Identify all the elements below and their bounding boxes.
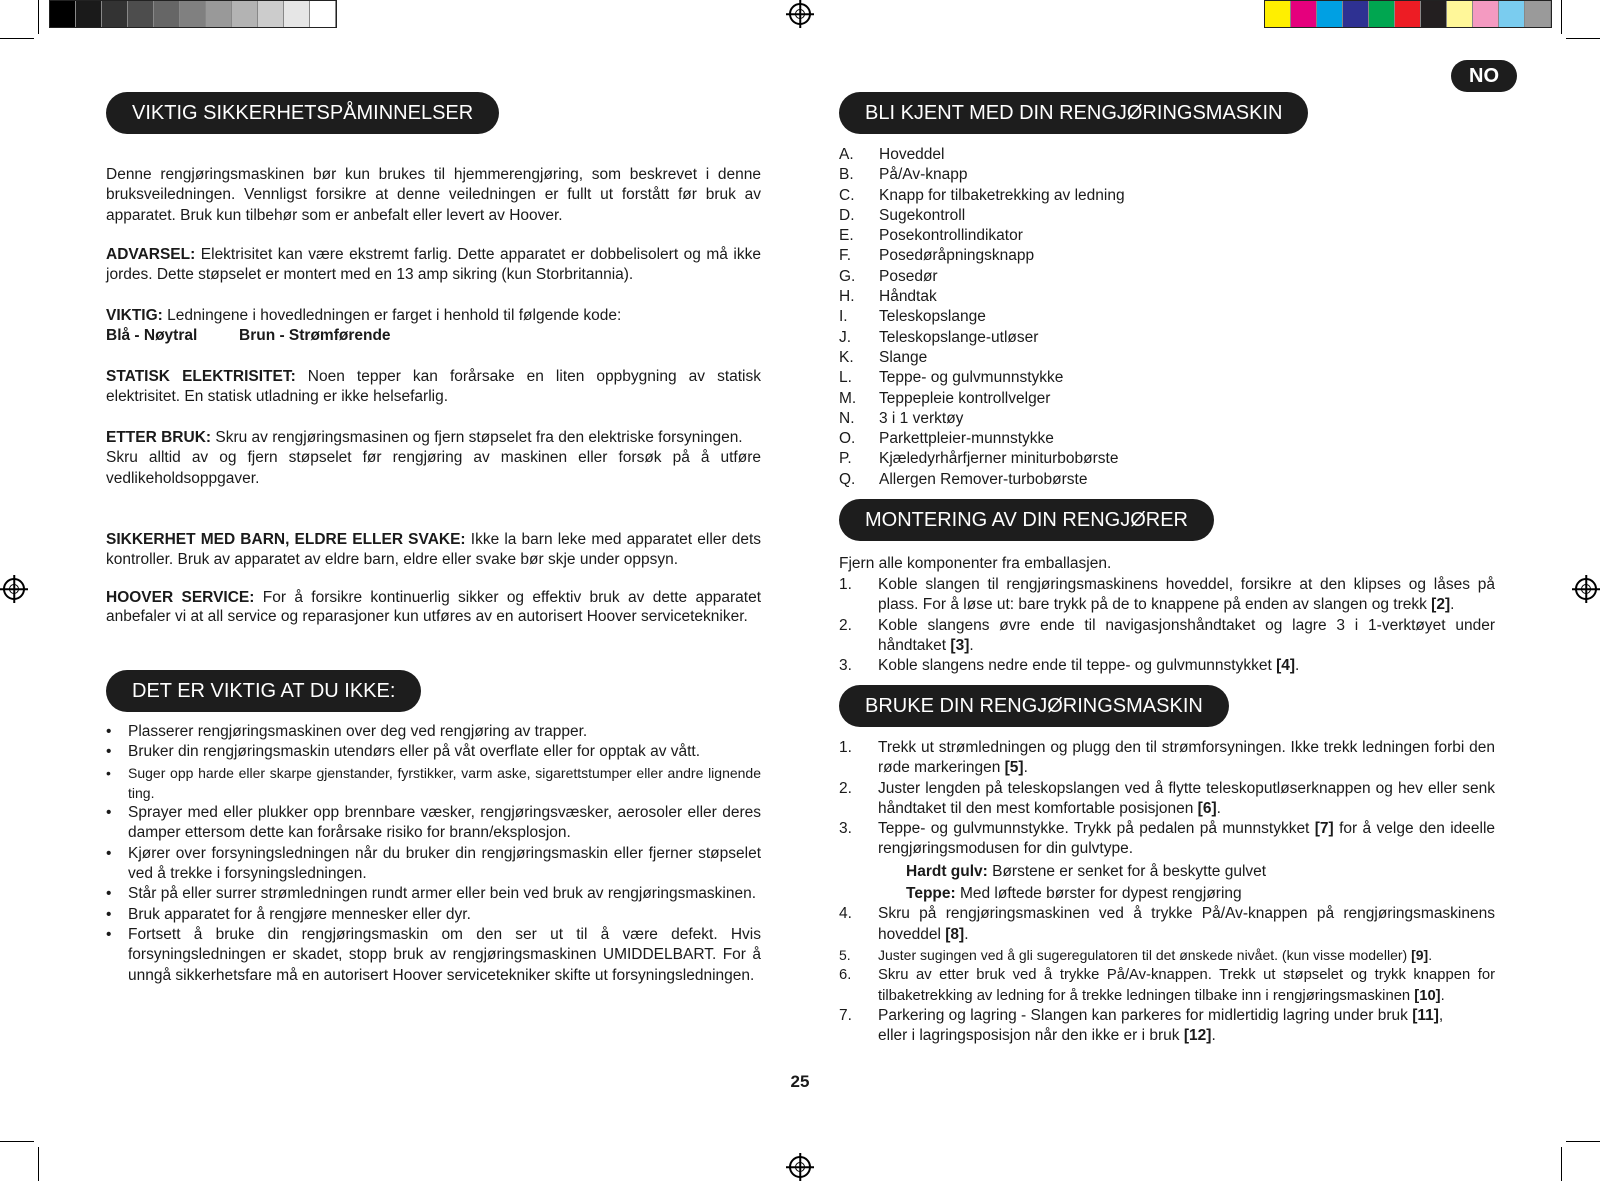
use-step (839, 1006, 1495, 1047)
after-use-text: Skru av rengjøringsmasinen og fjern støpselet fra den elektriske forsyningen. (211, 429, 743, 446)
part-name: Slange (879, 348, 928, 366)
part-letter: L. (839, 369, 852, 387)
after-use-paragraph (106, 428, 761, 489)
assembly-step (839, 656, 1495, 676)
step-number: 5. (839, 946, 851, 963)
hard-floor-mode (878, 862, 1495, 882)
color-swatch (128, 1, 154, 27)
service-label: HOOVER SERVICE: (106, 589, 255, 606)
warning-label: ADVARSEL: (106, 246, 196, 263)
step-text: Koble slangen til rengjøringsmaskinens hoveddel, forsikre at den klipses og låses på plass. For å løse ut: bare trykk på de to knappene på enden av slangen og trekk (878, 576, 1495, 614)
step-end: . (1211, 1027, 1216, 1045)
do-not-heading: DET ER VIKTIG AT DU IKKE: (106, 670, 421, 712)
step-number: 4. (839, 905, 852, 923)
hard-floor-label: Hardt gulv: (906, 862, 988, 880)
part-name: Posedøråpningsknapp (879, 247, 1035, 265)
parts-list (839, 145, 1439, 490)
part-item (839, 449, 1439, 469)
part-letter: D. (839, 206, 855, 224)
figure-ref: [8] (945, 925, 965, 943)
part-item (839, 389, 1439, 409)
step-end: . (1440, 987, 1445, 1004)
step-end: , (1438, 1006, 1444, 1024)
part-letter: F. (839, 247, 852, 265)
part-name: Knapp for tilbaketrekking av ledning (879, 186, 1125, 204)
color-swatch (1421, 1, 1447, 27)
part-letter: K. (839, 348, 854, 366)
step-text: Juster sugingen ved å gli sugeregulatoren til det ønskede nivået. (kun visse modeller) (878, 946, 1412, 963)
part-name: Posedør (879, 267, 938, 285)
important-label: VIKTIG: (106, 307, 163, 324)
color-swatch (1265, 1, 1291, 27)
part-letter: H. (839, 288, 855, 306)
step-text: Teppe- og gulvmunnstykke. Trykk på pedalen på munnstykket (878, 820, 1315, 838)
crop-mark (1561, 0, 1562, 34)
color-swatch (50, 1, 76, 27)
step-text: Skru på rengjøringsmaskinen ved å trykke På/Av-knappen på rengjøringsmaskinens hoveddel (878, 905, 1495, 943)
use-step (839, 738, 1495, 779)
list-item: • Bruker din rengjøringsmaskin utendørs eller på våt overflate eller for opptak av vått. (106, 742, 761, 762)
crop-mark (1566, 1141, 1600, 1142)
use-step (839, 904, 1495, 945)
assembly-heading: MONTERING AV DIN RENGJØRER (839, 499, 1214, 541)
step-end: for å velge den ideelle rengjøringsmodusen for din gulvtype. (878, 820, 1496, 858)
step-end: . (1216, 799, 1221, 817)
color-swatch (1473, 1, 1499, 27)
gray-color-bar (49, 0, 337, 28)
part-name: Teppepleie kontrollvelger (879, 389, 1051, 407)
color-swatch (1499, 1, 1525, 27)
color-swatch (284, 1, 310, 27)
step-number: 3. (839, 657, 852, 675)
step-number: 2. (839, 616, 852, 634)
crop-mark (38, 0, 39, 34)
assembly-step (839, 575, 1495, 616)
part-item (839, 246, 1439, 266)
warning-text: Elektrisitet kan være ekstremt farlig. Dette apparatet er dobbelisolert og må ikke jordes. Dette støpselet er montert med en 13 amp sikring (kun Storbritannia). (106, 246, 761, 284)
color-swatch (1395, 1, 1421, 27)
crop-mark (1561, 1147, 1562, 1181)
figure-ref: [5] (1004, 759, 1024, 777)
part-letter: G. (839, 267, 856, 285)
safety-heading: VIKTIG SIKKERHETSPÅMINNELSER (106, 92, 499, 134)
color-swatch (232, 1, 258, 27)
static-label: STATISK ELEKTRISITET: (106, 368, 296, 385)
color-swatch (76, 1, 102, 27)
color-swatch (310, 1, 336, 27)
part-name: Teppe- og gulvmunnstykke (879, 369, 1064, 387)
part-name: Hoveddel (879, 146, 945, 163)
part-name: Posekontrollindikator (879, 227, 1023, 245)
list-item: • Står på eller surrer strømledningen rundt armer eller bein ved bruk av rengjøringsmaskinen. (106, 884, 761, 904)
part-item (839, 348, 1439, 368)
figure-ref: [11] (1412, 1006, 1439, 1024)
step-number: 2. (839, 779, 852, 797)
part-item (839, 226, 1439, 246)
registration-mark-icon (1575, 578, 1597, 600)
part-name: Håndtak (879, 288, 937, 306)
step-number: 6. (839, 967, 852, 984)
step-text: Koble slangens nedre ende til teppe- og gulvmunnstykket (878, 657, 1277, 675)
step-number: 1. (839, 739, 852, 756)
language-badge: NO (1451, 60, 1517, 92)
figure-ref: [9] (1411, 946, 1429, 963)
part-letter: C. (839, 186, 855, 204)
part-letter: B. (839, 166, 854, 184)
list-item: • Sprayer med eller plukker opp brennbare væsker, rengjøringsvæsker, aerosoler eller deres damper ettersom dette kan forårsake risiko for brann/eksplosjon. (106, 803, 761, 844)
part-name: Allergen Remover-turbobørste (879, 470, 1088, 488)
wire-blue: Blå - Nøytral (106, 327, 198, 345)
part-letter: O. (839, 430, 856, 448)
important-text: Ledningene i hovedledningen er farget i henhold til følgende kode: (162, 307, 622, 324)
process-color-bar (1264, 0, 1552, 28)
step-end: . (964, 925, 969, 943)
step-text: Juster lengden på teleskopslangen ved å flytte teleskoputløserknappen og hev eller senk håndtaket til den mest komfortable posisjonen (878, 779, 1495, 817)
step-text-continued: eller i lagringsposisjon når den ikke er i bruk (878, 1027, 1184, 1045)
part-name: 3 i 1 verktøy (879, 409, 964, 427)
color-swatch (1291, 1, 1317, 27)
list-item: • Plasserer rengjøringsmaskinen over deg ved rengjøring av trapper. (106, 722, 761, 742)
service-paragraph (106, 589, 761, 626)
color-swatch (206, 1, 232, 27)
carpet-text: Med løftede børster for dypest rengjøring (955, 885, 1242, 903)
part-letter: M. (839, 389, 857, 407)
list-item: • Kjører over forsyningsledningen når du bruker din rengjøringsmaskin eller fjerner støpselet ved å trekke i forsyningsledningen. (106, 844, 761, 885)
page-number: 25 (790, 1072, 810, 1091)
part-item (839, 368, 1439, 388)
color-swatch (1525, 1, 1551, 27)
part-letter: E. (839, 227, 854, 245)
part-letter: A. (839, 146, 854, 163)
part-letter: N. (839, 409, 855, 427)
use-step (839, 945, 1495, 965)
intro-paragraph: Denne rengjøringsmaskinen bør kun brukes til hjemmerengjøring, som beskrevet i denne bruksveiledningen. Vennligst forsikre at denne veiledningen er fullt ut forstått før bruk av apparatet. Bruk kun tilbehør som er anbefalt eller levert av Hoover. (106, 166, 761, 224)
step-end: . (1295, 657, 1300, 675)
step-text: Skru av etter bruk ved å trykke På/Av-knappen. Trekk ut støpselet og trykk knappen for tilbaketrekking av ledning for å trekke ledningen tilbake inn i rengjøringsmaskinen (878, 967, 1495, 1004)
crop-mark (0, 38, 34, 39)
important-paragraph (106, 306, 761, 347)
children-paragraph (106, 530, 761, 571)
color-swatch (180, 1, 206, 27)
color-swatch (1447, 1, 1473, 27)
after-use-label: ETTER BRUK: (106, 429, 212, 446)
use-step (839, 965, 1495, 1006)
figure-ref: [3] (950, 636, 970, 654)
registration-mark-icon (3, 578, 25, 600)
step-end: . (969, 636, 974, 654)
crop-mark (0, 1141, 34, 1142)
part-name: Teleskopslange-utløser (879, 328, 1039, 346)
part-name: Parkettpleier-munnstykke (879, 430, 1054, 448)
color-swatch (1317, 1, 1343, 27)
figure-ref: [2] (1431, 596, 1451, 614)
step-text: Parkering og lagring - Slangen kan parkeres for midlertidig lagring under bruk (878, 1006, 1413, 1024)
step-text: Trekk ut strømledningen og plugg den til strømforsyningen. Ikke trekk ledningen forbi den røde markeringen (878, 739, 1495, 777)
static-text: Noen tepper kan forårsake en liten oppbygning av statisk elektrisitet. En statisk utladning er ikke helsefarlig. (106, 368, 761, 406)
use-heading: BRUKE DIN RENGJØRINGSMASKIN (839, 685, 1229, 727)
warning-paragraph (106, 245, 761, 286)
parts-heading: BLI KJENT MED DIN RENGJØRINGSMASKIN (839, 92, 1308, 134)
part-item (839, 267, 1439, 287)
part-letter: I. (839, 308, 848, 326)
list-item: • Suger opp harde eller skarpe gjenstander, fyrstikker, varm aske, sigarettstumper eller andre lignende ting. (106, 763, 761, 804)
list-item: • Bruk apparatet for å rengjøre mennesker eller dyr. (106, 905, 761, 925)
list-item: • Fortsett å bruke din rengjøringsmaskin om den ser ut til å være defekt. Hvis forsyningsledningen er skadet, stopp bruk av rengjøringsmaskinen UMIDDELBART. For å unngå sikkerhetsfare må en autorisert Hoover servicetekniker skifte ut forsyningsledningen. (106, 925, 761, 986)
part-item (839, 165, 1439, 185)
part-item (839, 328, 1439, 348)
part-item (839, 429, 1439, 449)
assembly-intro: Fjern alle komponenter fra emballasjen. (839, 555, 1112, 572)
part-item (839, 409, 1439, 429)
part-item (839, 307, 1439, 327)
step-end: . (1450, 596, 1455, 614)
step-text: Koble slangens øvre ende til navigasjonshåndtaket og lagre 3 i 1-verktøyet under håndtaket (878, 616, 1495, 654)
part-letter: J. (839, 328, 852, 346)
figure-ref: [7] (1314, 820, 1334, 838)
part-letter: Q. (839, 470, 856, 488)
assembly-step (839, 616, 1495, 657)
part-item (839, 145, 1439, 165)
carpet-label: Teppe: (906, 885, 956, 903)
part-item (839, 470, 1439, 490)
wire-brown: Brun - Strømførende (239, 327, 391, 345)
children-text: Ikke la barn leke med apparatet eller dets kontroller. Bruk av apparatet av eldre barn, eldre eller svake bør skje under oppsyn. (106, 531, 762, 569)
figure-ref: [12] (1183, 1027, 1212, 1045)
step-end: . (1023, 759, 1028, 777)
part-name: På/Av-knapp (879, 166, 968, 184)
use-step (839, 779, 1495, 820)
registration-mark-icon (789, 3, 811, 25)
registration-mark-icon (789, 1156, 811, 1178)
part-item (839, 287, 1439, 307)
assembly-steps (839, 575, 1495, 676)
crop-mark (1566, 38, 1600, 39)
use-steps (839, 738, 1495, 1046)
service-text: For å forsikre kontinuerlig sikker og effektiv bruk av dette apparatet anbefaler vi at all service og reparasjoner kun utføres av en autorisert Hoover servicetekniker. (106, 589, 761, 625)
color-swatch (1343, 1, 1369, 27)
step-end: . (1428, 946, 1433, 963)
part-item (839, 206, 1439, 226)
use-step (839, 819, 1495, 904)
part-name: Sugekontroll (879, 206, 966, 224)
children-label: SIKKERHET MED BARN, ELDRE ELLER SVAKE: (106, 531, 466, 548)
color-swatch (258, 1, 284, 27)
part-letter: P. (839, 450, 852, 468)
color-swatch (1369, 1, 1395, 27)
step-number: 3. (839, 820, 852, 838)
static-paragraph (106, 367, 761, 408)
hard-floor-text: Børstene er senket for å beskytte gulvet (987, 862, 1267, 880)
figure-ref: [4] (1276, 657, 1296, 675)
after-use-text-2: Skru alltid av og fjern støpselet før rengjøring av maskinen eller forsøk på å utføre vedlikeholdsoppgaver. (106, 449, 761, 487)
part-name: Teleskopslange (879, 308, 986, 326)
step-number: 1. (839, 576, 852, 593)
part-item (839, 186, 1439, 206)
carpet-mode (878, 884, 1495, 904)
color-swatch (102, 1, 128, 27)
part-name: Kjæledyrhårfjerner miniturbobørste (879, 450, 1119, 468)
do-not-list (106, 722, 761, 986)
color-swatch (154, 1, 180, 27)
figure-ref: [6] (1197, 799, 1217, 817)
figure-ref: [10] (1414, 987, 1441, 1004)
step-number: 7. (839, 1006, 852, 1024)
crop-mark (38, 1147, 39, 1181)
